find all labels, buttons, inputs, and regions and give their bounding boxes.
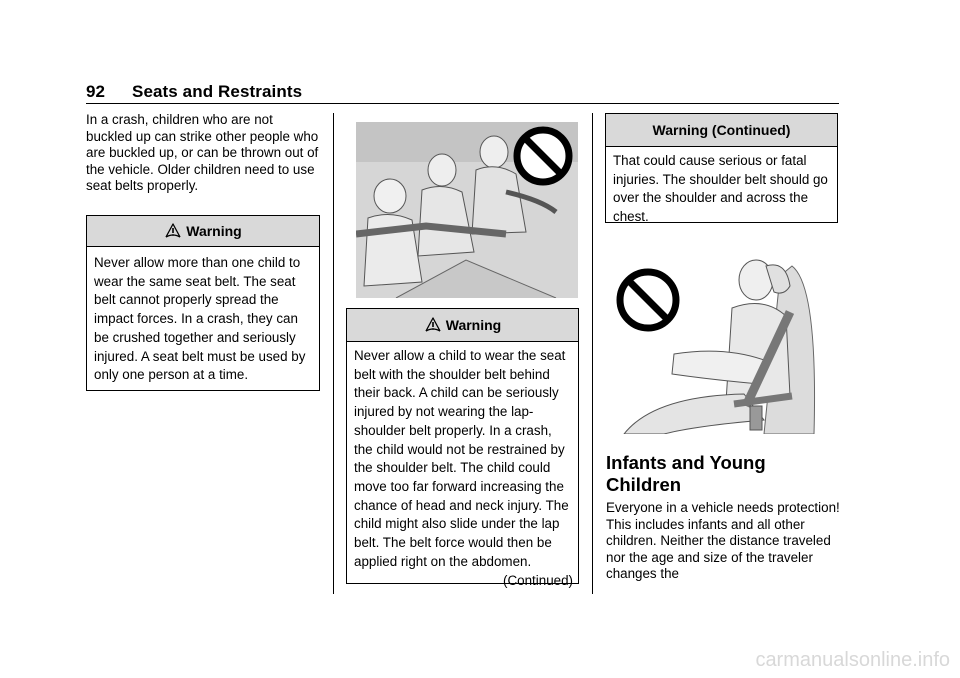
column-divider-left (333, 113, 334, 594)
shared-seat-belt-illustration (356, 122, 578, 298)
section-title: Seats and Restraints (132, 82, 303, 101)
warning-icon (164, 222, 182, 240)
continued-label: (Continued) (503, 573, 573, 589)
section-body: Everyone in a vehicle needs protection! This includes infants and all other children. Neither the distance traveled nor the age and size of the traveler changes the (606, 500, 840, 582)
warning-title: Warning (445, 317, 502, 333)
warning-title: Warning (Continued) (652, 122, 791, 138)
warning-box-shoulder-belt (346, 308, 579, 589)
watermark: carmanualsonline.info (755, 649, 950, 671)
warning-box-one-child (86, 215, 320, 391)
warning-header (347, 309, 578, 342)
column-divider-right (592, 113, 593, 594)
warning-icon (424, 316, 442, 334)
belt-behind-back-illustration (614, 256, 818, 434)
intro-paragraph: In a crash, children who are not buckled up can strike other people who are buckled up, or can be thrown out of the vehicle. Older children need to use seat belts properly. (86, 112, 319, 194)
warning-header (87, 216, 319, 247)
header-rule (86, 103, 839, 104)
section-heading: Infants and Young Children (606, 452, 766, 495)
warning-body: Never allow a child to wear the seat belt with the shoulder belt behind their back. A child can be seriously injured by not wearing the lap-shoulder belt properly. In a crash, the child would not be restrained by the shoulder belt. The child could move too far forward increasing the chance of head and neck injury. The child might also slide under the lap belt. The belt force would then be applied right on the abdomen. (354, 348, 569, 569)
warning-body: That could cause serious or fatal injuries. The shoulder belt should go over the shoulder and across the chest. (613, 153, 828, 225)
warning-header (606, 114, 837, 147)
page-number: 92 (86, 82, 106, 101)
warning-box-continued (605, 113, 838, 223)
warning-body: Never allow more than one child to wear the same seat belt. The seat belt cannot properly spread the impact forces. In a crash, they can be crushed together and seriously injured. A seat belt must be used by only one person at a time. (94, 255, 306, 383)
warning-title: Warning (186, 223, 242, 239)
page-header (86, 82, 302, 102)
